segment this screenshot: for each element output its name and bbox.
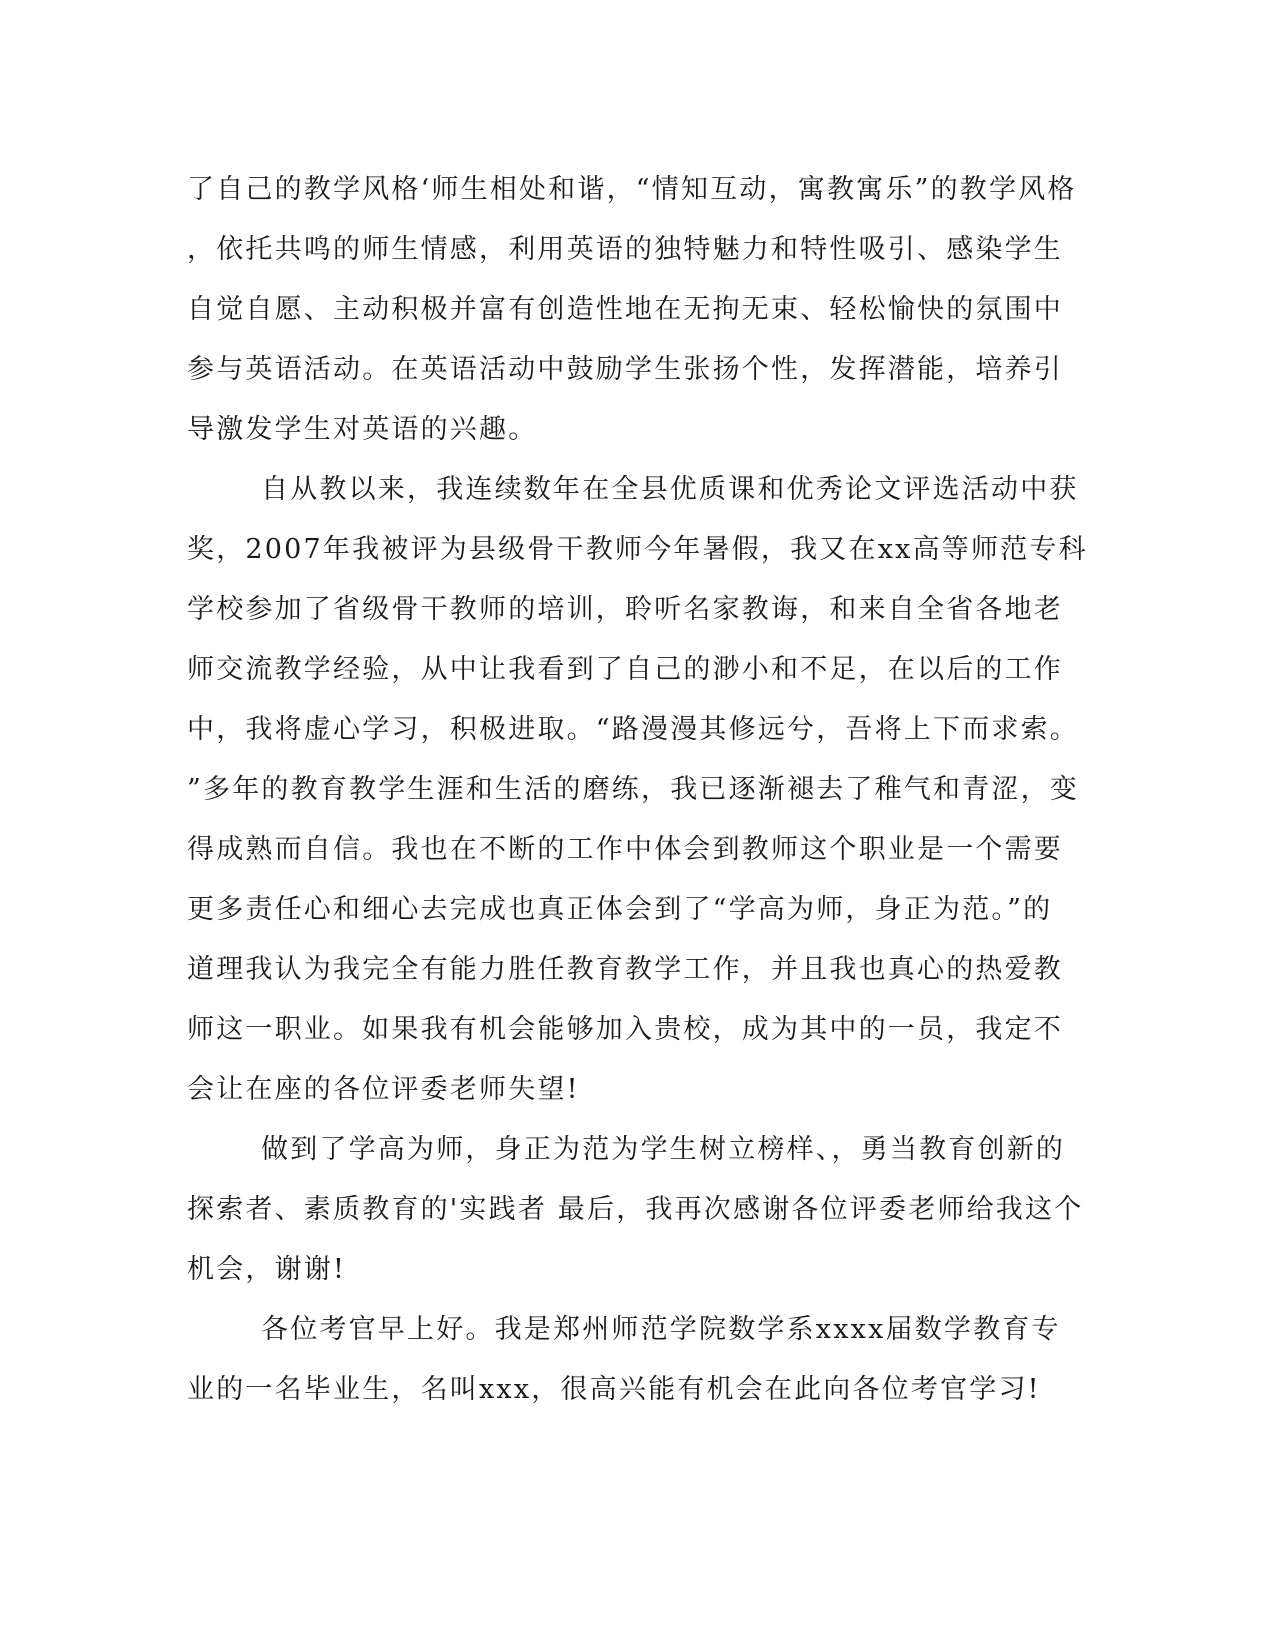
text-line: 得成熟而自信。我也在不断的工作中体会到教师这个职业是一个需要 — [187, 834, 1063, 865]
text-line: 道理我认为我完全有能力胜任教育教学工作，并且我也真心的热爱教 — [187, 954, 1063, 985]
text-line: 导激发学生对英语的兴趣。 — [187, 414, 538, 445]
text-line: 师交流教学经验，从中让我看到了自己的渺小和不足，在以后的工作 — [187, 654, 1063, 685]
paragraph-4 — [187, 1300, 1067, 1420]
paragraph-2 — [187, 460, 1088, 1120]
text-line: 更多责任心和细心去完成也真正体会到了“学高为师，身正为范。”的 — [187, 894, 1053, 925]
text-line: 自从教以来，我连续数年在全县优质课和优秀论文评选活动中获 — [261, 474, 1079, 505]
text-line: 自觉自愿、主动积极并富有创造性地在无拘无束、轻松愉快的氛围中 — [187, 294, 1063, 325]
text-line: 了自己的教学风格‘师生相处和谐，“情知互动，寓教寓乐”的教学风格 — [187, 174, 1077, 205]
body-text — [187, 160, 1088, 1420]
text-line: 参与英语活动。在英语活动中鼓励学生张扬个性，发挥潜能，培养引 — [187, 354, 1063, 385]
text-line: ，依托共鸣的师生情感，利用英语的独特魅力和特性吸引、感染学生 — [187, 234, 1063, 265]
text-line: 探索者、素质教育的'实践者 最后，我再次感谢各位评委老师给我这个 — [187, 1194, 1084, 1225]
text-line: 中，我将虚心学习，积极进取。“路漫漫其修远兮，吾将上下而求索。 — [187, 714, 1080, 745]
text-line: 做到了学高为师，身正为范为学生树立榜样、，勇当教育创新的 — [261, 1134, 1066, 1165]
text-line: 各位考官早上好。我是郑州师范学院数学系xxxx届数学教育专 — [261, 1314, 1061, 1345]
paragraph-1 — [187, 160, 1077, 460]
paragraph-3 — [187, 1120, 1084, 1300]
text-line: 师这一职业。如果我有机会能够加入贵校，成为其中的一员，我定不 — [187, 1014, 1063, 1045]
text-line: 学校参加了省级骨干教师的培训，聆听名家教诲，和来自全省各地老 — [187, 594, 1063, 625]
text-line: 业的一名毕业生，名叫xxx，很高兴能有机会在此向各位考官学习! — [187, 1374, 1041, 1405]
text-line: ”多年的教育教学生涯和生活的磨练，我已逐渐褪去了稚气和青涩，变 — [187, 774, 1080, 805]
text-line: 会让在座的各位评委老师失望! — [187, 1074, 580, 1105]
text-line: 奖，2007年我被评为县级骨干教师今年暑假，我又在xx高等师范专科 — [187, 534, 1088, 565]
text-line: 机会，谢谢! — [187, 1254, 347, 1285]
